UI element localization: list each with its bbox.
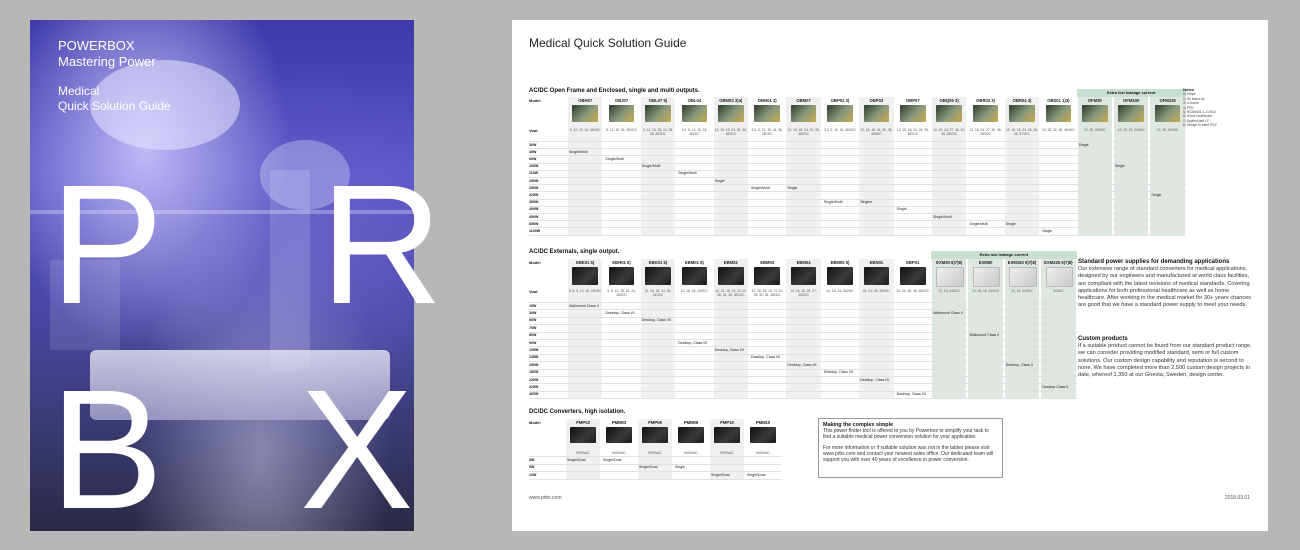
model-name: OBJ07 [614,98,629,103]
brand-tagline: Mastering Power [58,54,156,69]
power-label: 150W [529,178,539,183]
product-photo [1009,267,1036,287]
power-label: 400W [529,392,539,397]
power-label: 10W [529,472,537,477]
product-photo [791,267,816,285]
model-label: Model [529,420,541,425]
vout-value: 6000VAC [756,451,770,455]
model-name: OBM07 [796,98,811,103]
power-label: 150W [529,362,539,367]
model-name: EBM02 [723,260,738,265]
table-cell: Single/Dual [639,465,658,469]
vout-value: 3.3, 5, 12, 15, 24, 36VDC [681,128,708,137]
model-name: EXM225 6)7)8) [1044,260,1073,265]
model-name: OBM03 3)4) [719,98,743,103]
power-label: 3W [529,457,535,462]
brochure-cover [30,20,443,545]
table-cell: Single [1042,228,1053,233]
product-photo [714,427,739,443]
product-photo [754,105,779,122]
product-photo [973,267,1000,287]
product-photo [900,267,925,285]
power-label: 30W [529,142,537,147]
vout-value: 5, 12, 15, 24, 48VDC [606,128,637,132]
section-heading: AC/DC Open Frame and Enclosed, single and multi outputs. [529,88,700,94]
cover-title [58,84,171,114]
product-photo [718,267,743,285]
model-name: PMP10 [720,420,734,425]
leakage-band: Extra low leakage current [1077,89,1186,97]
vout-value: 5, 12, 15, 24, 48VDC [569,128,601,132]
model-name: EXM60 [978,260,993,265]
note-item: 7) Applied part LF [1183,118,1210,123]
table-cell: Desktop, Class II [1005,362,1033,367]
table-cell: Single/Multi [751,185,770,190]
vout-value: 5000VAC [648,451,662,455]
note-item: 6) Home healthcare [1183,114,1212,119]
footer-date: 2018.03.01 [1224,495,1250,501]
product-photo [936,105,961,122]
product-photo [718,105,743,122]
table-cell: Single/Multi [678,171,697,176]
vout-value: 24, 24, 28, 36VDC [862,289,890,293]
vout-value: 12, 15, 24VDC [1011,289,1033,293]
table-cell: Single/Multi [969,221,988,226]
model-name: OBN01 3) [757,98,777,103]
table-cell: Desktop, Class I/II [823,370,853,375]
model-name: EBM01 5) [684,260,704,265]
standard-heading: Standard power supplies for demanding applications [1078,259,1230,265]
cover-title-line2: Quick Solution Guide [58,99,171,113]
simple-box [818,418,1003,478]
vout-value: 12, 15, 18, 19, 21.24, 28, 32, 36, 48VDC [751,289,783,298]
model-name: OFM30 [1087,98,1102,103]
table-cell: Single/Multi [569,149,588,154]
standard-body: Our extensive range of standard converters for medical applications, designed by our engineers and manufactured at world class facilities, are compliant with the latest revisions of medical standards. Covering applications for both professional healthcare as well as home healthcare. After working in the medical market for 30+ years chances are good that we have a standard power supply to meet your needs. [1078,266,1252,309]
vout-value: 24, 24, 28, 36, 48VDC [896,289,930,293]
model-name: OBR04 3) [1012,98,1032,103]
power-label: 225W [529,192,539,197]
power-label: 6W [529,465,535,469]
standard-section [1078,259,1254,309]
cover-brand [58,38,156,70]
product-photo [678,427,703,443]
model-name: PMM03 [611,420,627,425]
table-cell: Desktop, Class I/II [605,310,635,315]
vout-value: 12, 15, 24, 27, 36, 40, 48, 55VDC [933,128,966,137]
model-name: OBL07 5) [648,98,668,103]
note-item: 1) Stripe [1183,92,1196,97]
table-cell: Single [1115,164,1125,169]
section-heading: AC/DC Externals, single output. [529,249,620,255]
power-label: 60W [529,156,537,161]
product-photo [1118,105,1143,122]
vout-label: Vout [529,289,538,294]
table-row [529,479,781,487]
table-cell: Desktop, Class I/II [714,347,744,352]
model-name: OFM225 [1159,98,1176,103]
power-label: 135W [529,355,539,360]
table-row [529,235,1186,243]
table-cell: Desktop, Class I/II [641,318,671,323]
power-label: 220W [529,377,539,382]
model-name: EBM04 [796,260,811,265]
note-item: 8) Design to meet IP22 [1183,123,1217,128]
product-photo [791,105,816,122]
power-label: 105W [529,347,539,352]
product-photo [609,267,634,285]
product-photo [973,105,998,122]
model-name: OBP03 [869,98,884,103]
table-cell: Single [1078,142,1089,147]
product-photo [645,105,670,122]
power-label: 80W [529,333,537,338]
cover-letter-r: R [320,150,443,340]
vout-value: 12, 15, 18, 24, 30, 36, 48VDC [860,128,893,137]
table-cell: Single/Multi [933,214,952,219]
product-photo [642,427,667,443]
model-name: OBP07 [905,98,920,103]
table-cell: Desktop, Class I/II [860,377,890,382]
custom-section [1078,336,1254,379]
vout-value: 6000VAC [612,451,626,455]
vout-value: 12, 15, 18, 19, 21.23, 28, 32, 36, 48VDC [715,289,747,298]
power-label: 40W [529,149,537,154]
product-photo [606,427,631,443]
vout-value: 12, 18, 24, 26VDC [826,289,854,293]
power-label: 110W [529,171,539,176]
power-label: 225W [529,384,539,389]
product-photo [750,427,775,443]
vout-value: 12, 15, 18, 24, 32, 36, 48VDC [787,128,820,137]
power-label: 400W [529,207,539,212]
product-photo [1009,105,1034,122]
table-cell: Single/Dual [747,472,766,477]
vout-value: 12, 18, 24, 24VDC [680,289,708,293]
power-label: 70W [529,325,537,330]
note-item: 4) PFD [1183,105,1194,110]
table-cell: Desktop, Class I/II [751,355,781,360]
product-photo [570,427,595,443]
table-cell: Single/Multi [605,156,624,161]
note-item: 2) 5V stand-by [1183,96,1205,101]
table-cell: Single [787,185,798,190]
product-photo [572,267,597,285]
model-name: EXM30 6)7)8) [936,260,963,265]
model-name: EBN01 [869,260,884,265]
cover-letter-b: B [50,355,164,545]
model-label: Model [529,98,541,103]
vout-value: 12, 15, 18, 24, 28, 36, 48VDC [896,128,929,137]
power-label: 450W [529,214,539,219]
table-cell: Single/Dual [711,472,730,477]
power-label: 90W [529,340,537,345]
product-photo [1155,105,1180,122]
power-label: 650W [529,221,539,226]
power-label: 1100W [529,228,541,233]
table-cell: Desktop Class II [1042,384,1069,389]
model-name: EBM05 5) [830,260,850,265]
quick-guide-page [512,20,1268,531]
table-row [529,398,1077,406]
model-name: EBK01 5) [648,260,668,265]
model-name: PMP03 [576,420,590,425]
power-label: 15W [529,303,537,308]
vout-value: 12, 15, 24, 27, 30, 36, 48VDC [969,128,1002,137]
simple-body2: For more information or if suitable solution was not in the tables please visit www.prbx.com and contact your nearest sales office. Our dedicated team will support you with over 40 years of excellence in power conversion. [823,444,994,464]
leakage-band: Extra low leakage current [931,251,1077,259]
brand-name: POWERBOX [58,38,135,53]
table-cell: Single/Multi [641,164,661,169]
model-name: OFM100 [1123,98,1140,103]
table-cell: Single [714,178,725,183]
model-name: EBP01 [906,260,920,265]
vout-label: Vout [529,128,538,133]
power-label: 300W [529,200,539,205]
table-cell: Single/Dual [567,457,586,462]
model-name: OBL04 [687,98,702,103]
simple-heading: Making the complex simple [823,422,894,428]
product-photo [1046,267,1073,287]
table-cell: Singlee [860,200,873,205]
vout-value: 12, 15, 19, 24VDC [1117,128,1145,132]
table-cell: Single/Multi [823,200,843,205]
model-name: PMM10 [755,420,771,425]
model-name: OBS01 1)3) [1047,98,1070,103]
cover-letter-p: P [50,150,164,340]
model-name: EXM150 6)7)8) [1007,260,1037,265]
vout-value: 5, 9, 12, 15, 18, 24, 48VDC [607,289,636,298]
table-cell: Single [675,465,685,469]
product-photo [645,267,670,285]
power-label: 30W [529,310,537,315]
vout-value: 12, 15, 19, 24VDC [972,289,1000,293]
notes-panel [1183,88,1217,128]
product-photo [827,267,852,285]
power-label: 180W [529,370,539,375]
product-photo [682,267,707,285]
table-cell: Wallmount Class II [933,310,963,315]
section-heading: DC/DC Converters, high isolation. [529,409,626,415]
vout-value: 12, 15, 18, 24, 25, 24VDC [644,289,672,298]
table-cell: Single [1005,221,1016,226]
model-name: PMP06 [648,420,662,425]
table-cell: Desktop, Class I/II [896,392,926,397]
product-photo [1046,105,1071,122]
table-cell: Single/Dual [603,457,622,462]
table-cell: Desktop, Class I/II [678,340,708,345]
product-photo [936,267,963,287]
custom-heading: Custom products [1078,336,1128,342]
custom-body: If a suitable product cannot be found from our standard product range, we can consider providing modified standard, semi or full custom solutions. Our custom design capability and reputation is second to none. We have completed more than 2,500 custom design projects to date, whereof 1,350 at our Gnesta, Sweden, design center. [1078,343,1252,379]
note-item: 3) U-frame [1183,101,1199,106]
vout-value: 12, 15, 24VDC [1083,128,1106,132]
vout-value: 12, 15, 24VDC [1156,128,1179,132]
note-item: 5) IEC60601-1-2:2014 [1183,110,1216,115]
product-photo [864,105,889,122]
power-label: 100W [529,164,539,169]
page-title: Medical Quick Solution Guide [529,36,687,50]
footer-url: www.prbx.com [529,495,562,501]
table-cell: Single [1151,192,1162,197]
model-name: EBE01 5) [576,260,595,265]
vout-value: 24VDC [1053,289,1064,293]
product-photo [900,105,925,122]
product-photo [1082,105,1107,122]
table-cell: Single [896,207,907,212]
product-photo [827,105,852,122]
cover-letter-x: X [300,355,414,545]
product-photo [754,267,779,285]
power-label: 200W [529,185,539,190]
vout-value: 5000VAC [720,451,734,455]
table-cell: Desktop, Class I/II [787,362,817,367]
model-name: OBQ05 3) [939,98,959,103]
vout-value: 12, 15, 19, 24, 30, 36, 48VDC [714,128,747,137]
product-photo [609,105,634,122]
table-cell: Wallmount Class II [969,333,1000,338]
model-name: EBM03 [760,260,775,265]
model-name: EBH01 5) [612,260,631,265]
power-label: 66W [529,318,537,323]
simple-body1: This power finder tool is offered to you by Powerbox to simplify your task to find a suitable medical power conversion solution for your application. [823,428,989,441]
vout-value: 3.3, 5, 12, 24, 48VDC [824,128,856,132]
model-name: OBR03 3) [976,98,996,103]
vout-value: 5000VAC [576,451,590,455]
product-photo [864,267,889,285]
vout-value: 12, 15, 18, 24, 28, 36, 48, 57VDC [1005,128,1039,137]
vout-value: 5, 12, 15, 18, 24, 28, 36, 48VDC [642,128,674,137]
table-cell: Wallmount Class II [569,303,599,308]
cover-title-line1: Medical [58,84,100,98]
model-label: Model [529,260,541,265]
vout-value: 3.3, 5, 12, 15, 24, 36, 48VDC [751,128,783,137]
vout-value: 12, 15, 18, 24, 27, 48VDC [790,289,817,298]
product-photo [682,105,707,122]
vout-value: 24, 28, 32, 36, 48VDC [1042,128,1075,132]
product-photo [572,105,597,122]
vout-value: 12, 15, 24VDC [938,289,961,293]
model-name: OBP02 3) [830,98,850,103]
model-name: OBH07 [578,98,593,103]
notes-heading: Notes [1183,87,1195,92]
vout-value: 5, 6, 9, 12, 15, 24VDC [568,289,602,293]
model-name: PMM06 [683,420,699,425]
equipment-column-shape [270,170,310,370]
vout-value: 6000VAC [684,451,698,455]
